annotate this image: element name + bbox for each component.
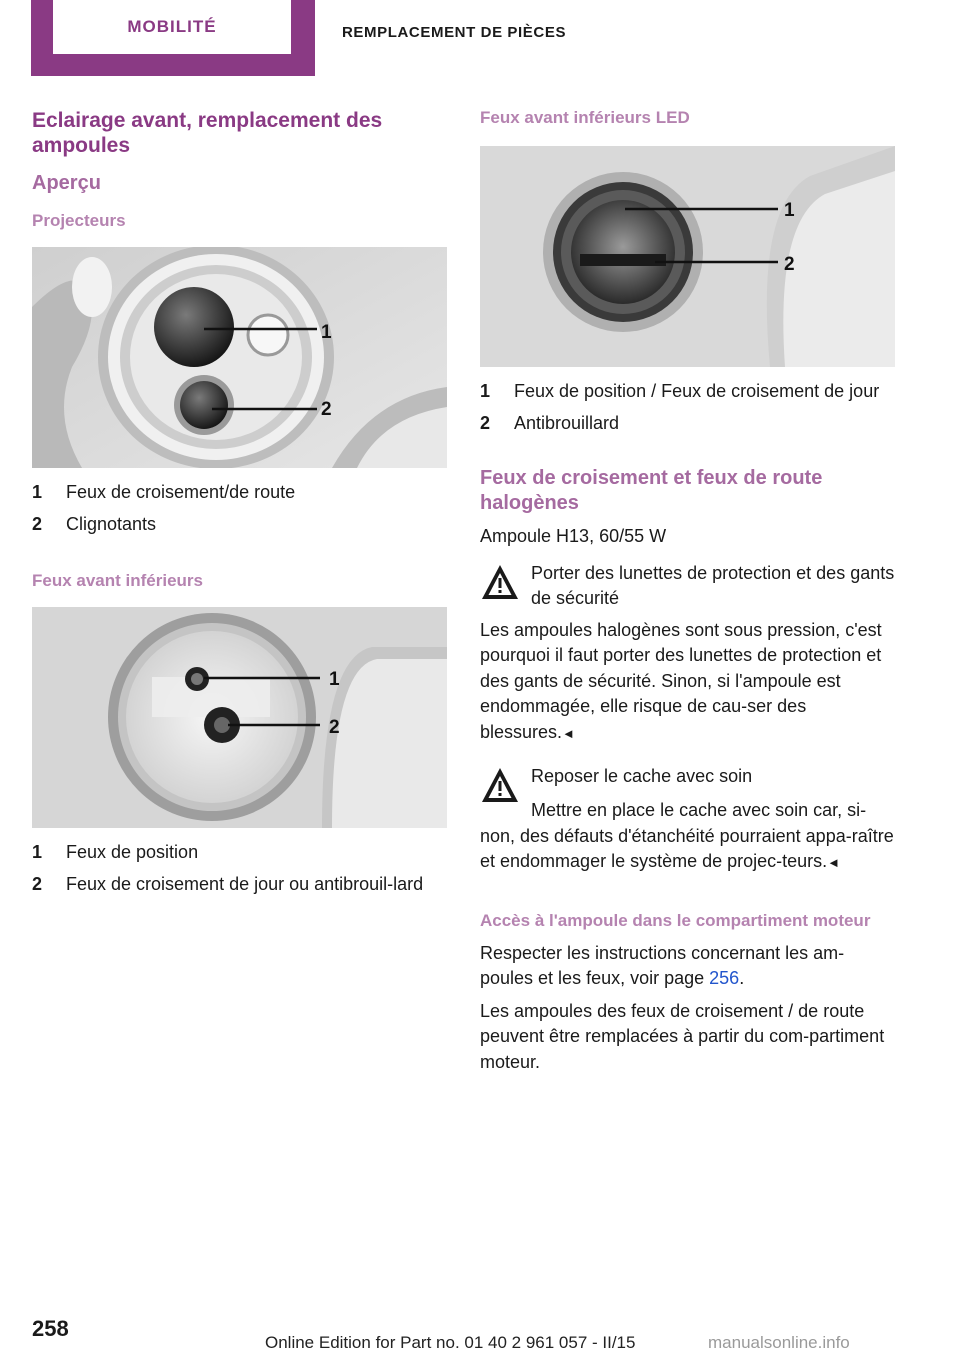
legend-item (32, 872, 447, 897)
legend-number: 1 (480, 381, 491, 401)
access-paragraph-2: Les ampoules des feux de croisement / de route peuvent être remplacées à partir du com‐partiment moteur. (480, 1000, 885, 1072)
page-title: Eclairage avant, remplacement des ampoules (32, 109, 383, 157)
led-lights-figure (480, 146, 895, 367)
page-number: 258 (32, 1316, 69, 1341)
legend-text: Feux de croisement de jour ou antibrouil‐lard (66, 874, 424, 894)
warning-body-text: Les ampoules halogènes sont sous pression, c'est pourquoi il faut porter des lunettes de protection et des gants de sécurité. Sinon, si l'ampoule est endommagée, elle risque de cau‐ser des blessures. (480, 619, 882, 742)
legend-text: Clignotants (66, 514, 157, 534)
projectors-heading: Projecteurs (32, 211, 126, 230)
header-tab-label: MOBILITÉ (53, 0, 291, 54)
warning-body-text: Mettre en place le cache avec soin car, si‐non, des défauts d'étanchéité pourraient appa‐raître et endommager le système de projec‐teurs. (480, 800, 894, 871)
legend-item (32, 480, 447, 505)
end-mark: ◄ (562, 725, 575, 741)
edition-footer: Online Edition for Part no. 01 40 2 961 057 - II/15 (265, 1333, 636, 1352)
right-column (480, 108, 895, 1075)
header-tab (31, 0, 315, 76)
warning-triangle-icon (480, 766, 520, 804)
legend-item (32, 512, 447, 537)
projector-callout-2: 2 (321, 399, 332, 420)
projector-figure (32, 247, 447, 468)
warning-triangle-icon (480, 563, 520, 601)
access-heading: Accès à l'ampoule dans le compartiment moteur (480, 910, 871, 930)
legend-number: 1 (32, 842, 43, 862)
warning-body (480, 798, 895, 876)
access-text-end: . (739, 968, 745, 988)
warning-title: Porter des lunettes de protection et des gants de sécurité (531, 562, 895, 608)
legend-text: Feux de croisement/de route (66, 482, 296, 502)
led-lights-legend (480, 379, 895, 436)
access-paragraph-1 (480, 941, 895, 992)
end-mark: ◄ (827, 855, 841, 870)
warning-block-goggles (480, 561, 895, 612)
led-callout-1: 1 (784, 200, 795, 221)
legend-text: Feux de position (66, 842, 199, 862)
legend-text: Antibrouillard (514, 413, 620, 433)
legend-text: Feux de position / Feux de croisement de jour (514, 381, 880, 401)
projector-callout-1: 1 (321, 322, 332, 343)
lower-lights-heading: Feux avant inférieurs (32, 571, 204, 590)
legend-item (480, 379, 895, 404)
lower-callout-2: 2 (329, 717, 340, 738)
lower-callout-1: 1 (329, 669, 340, 690)
legend-item (480, 411, 895, 436)
legend-item (32, 840, 447, 865)
bulb-spec: Ampoule H13, 60/55 W (480, 526, 667, 546)
access-text: Respecter les instructions concernant les am‐poules et les feux, voir page (480, 942, 845, 988)
warning-title: Reposer le cache avec soin (531, 766, 753, 786)
page-link[interactable]: 256 (709, 968, 740, 988)
legend-number: 2 (32, 514, 43, 534)
led-lights-heading: Feux avant inférieurs LED (480, 108, 690, 127)
lower-lights-legend (32, 840, 447, 897)
legend-number: 1 (32, 482, 43, 502)
header-section-title: REMPLACEMENT DE PIÈCES (342, 24, 567, 41)
left-column (32, 108, 447, 904)
projector-legend (32, 480, 447, 537)
halogen-heading: Feux de croisement et feux de route halogènes (480, 467, 823, 514)
warning-body (480, 618, 895, 747)
led-callout-2: 2 (784, 254, 795, 275)
legend-number: 2 (480, 413, 491, 433)
legend-number: 2 (32, 874, 43, 894)
overview-heading: Aperçu (32, 172, 101, 194)
lower-lights-figure (32, 607, 447, 828)
watermark: manualsonline.info (708, 1333, 850, 1352)
